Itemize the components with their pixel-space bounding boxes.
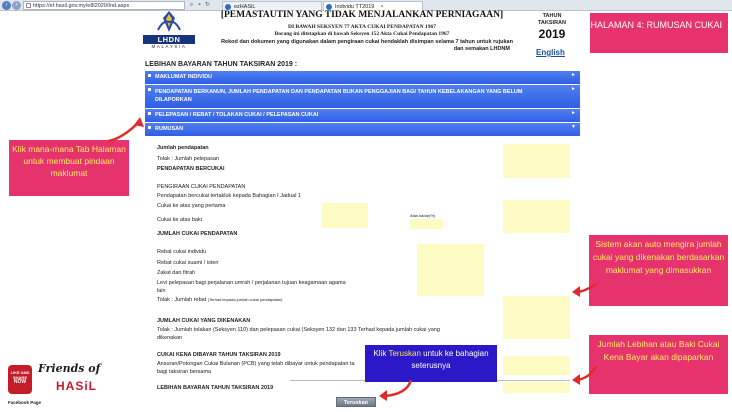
arrow-right-icon: ►	[571, 110, 576, 116]
label-lebihan-bayaran: LEBIHAN BAYARAN TAHUN TAKSIRAN 2019	[157, 385, 274, 391]
label-dikenakan: dikenakan	[157, 335, 183, 341]
label-ansuran-2: bagi taksiran bersama	[157, 369, 212, 375]
tolak-rebat-text: Tolak : Jumlah rebat	[157, 297, 207, 303]
badge-text-3: NOW	[13, 379, 27, 385]
label-ansuran: Ansuran/Potongan Cukai Bulanan (PCB) yang telah dibayar untuk pendapatan ta	[157, 361, 355, 367]
label-jumlah-cukai-dikenakan: JUMLAH CUKAI YANG DIKENAKAN	[157, 318, 251, 324]
back-button[interactable]: ‹	[2, 1, 11, 10]
tab-label: Individu TT2019	[335, 4, 375, 10]
bullet-icon	[148, 88, 151, 91]
callout-klik-teruskan	[365, 345, 497, 382]
form-title: [PEMASTAUTIN YANG TIDAK MENJALANKAN PERNIAGAAN]	[220, 10, 504, 20]
hasil-text: HASiL	[56, 379, 97, 393]
english-link[interactable]: English	[536, 48, 565, 57]
label-jumlah-cukai-pendapatan: JUMLAH CUKAI PENDAPATAN	[157, 231, 238, 237]
form-subtitle-1: DI BAWAH SEKSYEN 77 AKTA CUKAI PENDAPATAN 1967	[288, 24, 436, 30]
label-pendapatan-jadual: Pendapatan bercukai tertakluk kepada Bahagian I Jadual 1	[157, 193, 302, 199]
logo-text: LHDN	[143, 35, 195, 44]
field-cukai-kena-dibayar	[503, 356, 570, 375]
label-tolak-pelepasan: Tolak : Jumlah pelepasan	[157, 156, 220, 162]
lhdn-logo	[143, 10, 195, 50]
form-note-1: Rekod dan dokumen yang digunakan dalam pengiraan cukai hendaklah disimpan selama 7 tahun untuk rujukan	[221, 39, 513, 45]
section-label: PENDAPATAN BERKANUN, JUMLAH PENDAPATAN DAN PENDAPATAN BUKAN PENGGAJIAN BAGI TAHUN KEBELAKANGAN YANG BELUM DILAPORKAN	[155, 89, 523, 103]
label-cukai-pertama: Cukai ke atas yang pertama	[157, 203, 226, 209]
field-jumlah-pendapatan	[503, 144, 570, 178]
label-pengiraan: PENGIRAAN CUKAI PENDAPATAN	[157, 184, 246, 190]
label-tolak-rebat	[157, 297, 282, 303]
crest-icon	[155, 10, 183, 38]
callout-mid-text-2: untuk ke bahagian seterusnya	[411, 349, 489, 370]
callout-auto-kira: Sistem akan auto mengira jumlah cukai yang dikenakan berdasarkan maklumat yang dimasukkan	[589, 235, 728, 306]
badge-text-1: LIKE AND	[10, 370, 30, 375]
field-rebat	[417, 244, 484, 296]
label-rebat-suami-isteri: Rebat cukai suami / isteri	[157, 260, 219, 266]
label-rebat-individu: Rebat cukai individu	[157, 249, 207, 255]
section-label: PELEPASAN / REBAT / TOLAKAN CUKAI / PELEPASAN CUKAI	[155, 112, 319, 118]
year-label	[537, 13, 567, 27]
arrow-down-icon: ▼	[571, 124, 576, 130]
bullet-icon	[148, 74, 151, 77]
tab-maklumat-individu[interactable]	[145, 71, 580, 84]
logo-subtext: MALAYSIA	[151, 44, 187, 49]
page-title: LEBIHAN BAYARAN TAHUN TAKSIRAN 2019 :	[145, 61, 298, 68]
label-pendapatan-bercukai: PENDAPATAN BERCUKAI	[157, 166, 225, 172]
field-cukai-baki	[503, 200, 570, 233]
year-label-line2: TAKSIRAN	[537, 20, 566, 26]
tab-pendapatan-berkanun[interactable]	[145, 85, 580, 108]
forward-button[interactable]: ›	[12, 1, 21, 10]
tab-pelepasan-rebat[interactable]	[145, 109, 580, 122]
lock-icon	[26, 3, 31, 8]
badge-text-2: SHARE	[12, 375, 27, 380]
tolak-rebat-note: (Terhad kepada jumlah cukai pendapatan)	[207, 297, 283, 302]
callout-klik-tab: Klik mana-mana Tab Halaman untuk membuat pindaan maklumat	[9, 140, 129, 196]
section-label: RUMUSAN	[155, 126, 184, 132]
arrow-icon	[100, 115, 150, 145]
facebook-share-badge	[8, 365, 32, 394]
tab-label: ezHASiL	[234, 4, 256, 10]
address-bar[interactable]	[23, 1, 185, 10]
label-levi: Levi pelepasan bagi perjalanan umrah / perjalanan tujuan keagamaan agama	[157, 280, 346, 286]
arrow-icon	[570, 280, 600, 300]
callout-mid-text-1: Klik	[373, 349, 387, 358]
address-url: https://ef.hasil.gov.my/e8l2020/Ind.aspx	[33, 3, 130, 9]
form-subtitle-2: Borang ini ditetapkan di bawah Seksyen 152 Akta Cukai Pendapatan 1967	[274, 31, 450, 37]
teruskan-button[interactable]: Teruskan	[336, 397, 376, 407]
field-jumlah-cukai	[503, 296, 570, 339]
field-lebihan-bayaran	[503, 382, 570, 393]
label-atas-kadar: Atas kadar(%)	[410, 213, 436, 218]
form-note-2: dan semakan LHDNM	[453, 46, 510, 52]
label-zakat: Zakat dan fitrah	[157, 270, 196, 276]
arrow-icon	[377, 378, 417, 402]
label-tolak-tolakan: Tolak : Jumlah tolakan (Seksyen 110) dan pelepasan cukai (Seksyen 132 dan 133 Terhad kepada jumlah cukai yang	[157, 327, 440, 333]
callout-mid-highlight: Teruskan	[388, 349, 421, 358]
field-atas-kadar	[410, 219, 443, 229]
facebook-caption: Facebook Page	[8, 400, 42, 405]
label-cukai-baki: Cukai ke atas baki	[157, 217, 202, 223]
field-cukai-pertama	[322, 203, 368, 228]
label-jumlah-pendapatan: Jumlah pendapatan	[157, 145, 209, 151]
halaman-banner: HALAMAN 4: RUMUSAN CUKAI	[590, 13, 728, 53]
refresh-icon[interactable]: ↻	[204, 2, 211, 8]
close-tab-icon[interactable]: ×	[380, 4, 384, 10]
label-cukai-kena-dibayar: CUKAI KENA DIBAYAR TAHUN TAKSIRAN 2019	[157, 352, 281, 358]
section-label: MAKLUMAT INDIVIDU	[155, 74, 213, 80]
arrow-icon	[570, 362, 600, 386]
tab-rumusan[interactable]	[145, 123, 580, 136]
label-levi-2: lain	[157, 288, 166, 294]
search-icon[interactable]: ⌕	[189, 2, 194, 8]
friends-text: Friends of	[38, 362, 101, 375]
lock-status-icon: ▪	[198, 2, 201, 8]
arrow-right-icon: ►	[571, 86, 576, 92]
year-label-line1: TAHUN	[542, 13, 562, 19]
year-value: 2019	[538, 27, 566, 41]
arrow-right-icon: ►	[571, 72, 576, 78]
callout-lebihan-baki: Jumlah Lebihan atau Baki Cukai Kena Bayar akan dipaparkan	[589, 335, 728, 394]
